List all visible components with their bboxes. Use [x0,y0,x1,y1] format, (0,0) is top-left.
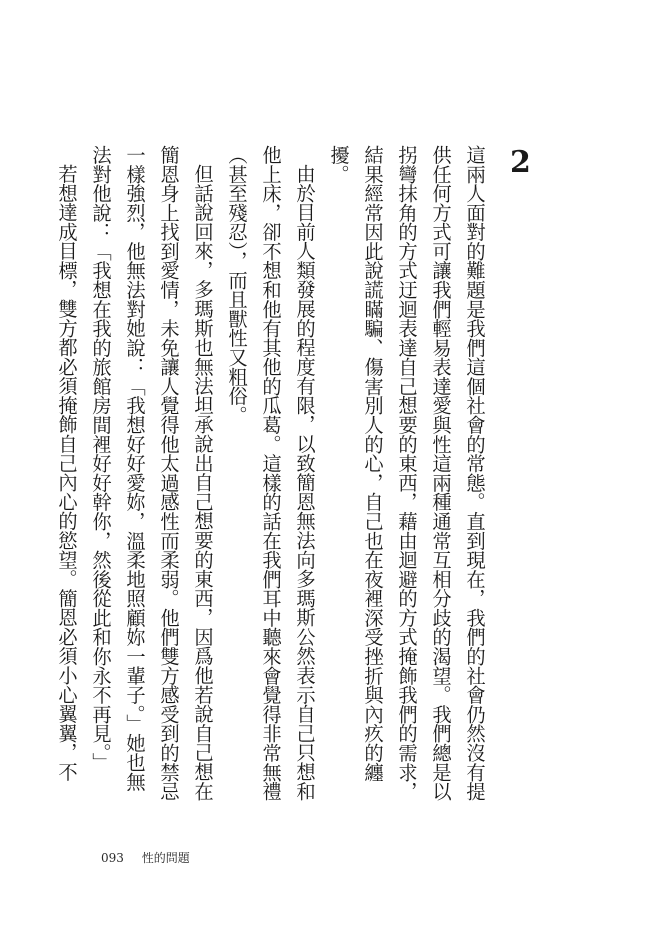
paragraph-3: 但話說回來，多瑪斯也無法坦承說出自己想要的東西，因爲他若說自己想在簡恩身上找到愛情，未免讓人覺得他太過感性而柔弱。他們雙方感受到的禁忌一樣強烈，他無法對她說：「我想好好愛妳，溫柔地照顧妳一輩子。」她也無法對他說：「我想在我的旅館房間裡好好幹你，然後從此和你永不再見。」 [89,145,214,801]
chapter-number: 2 [510,145,531,180]
running-title: 性的問題 [141,851,190,865]
page-number: 093 [101,851,124,865]
paragraph-1: 這兩人面對的難題是我們這個社會的常態。直到現在，我們的社會仍然沒有提供任何方式可讓我們輕易表達愛與性這兩種通常互相分歧的渴望。我們總是以拐彎抹角的方式迂迴表達自己想要的東西，藉由迴避的方式掩飾我們的需求，結果經常因此說謊瞞騙、傷害別人的心，自己也在夜裡深受挫折與內疚的纏擾。 [327,145,486,801]
body-text [49,145,491,810]
paragraph-4: 若想達成目標，雙方都必須掩飾自己內心的慾望。簡恩必須小心翼翼，不 [55,164,78,782]
page-footer [101,849,190,866]
paragraph-2: 由於目前人類發展的程度有限，以致簡恩無法向多瑪斯公然表示自己只想和他上床，卻不想和他有其他的瓜葛。這樣的話在我們耳中聽來會覺得非常無禮（甚至殘忍），而且獸性又粗俗。 [225,145,316,801]
